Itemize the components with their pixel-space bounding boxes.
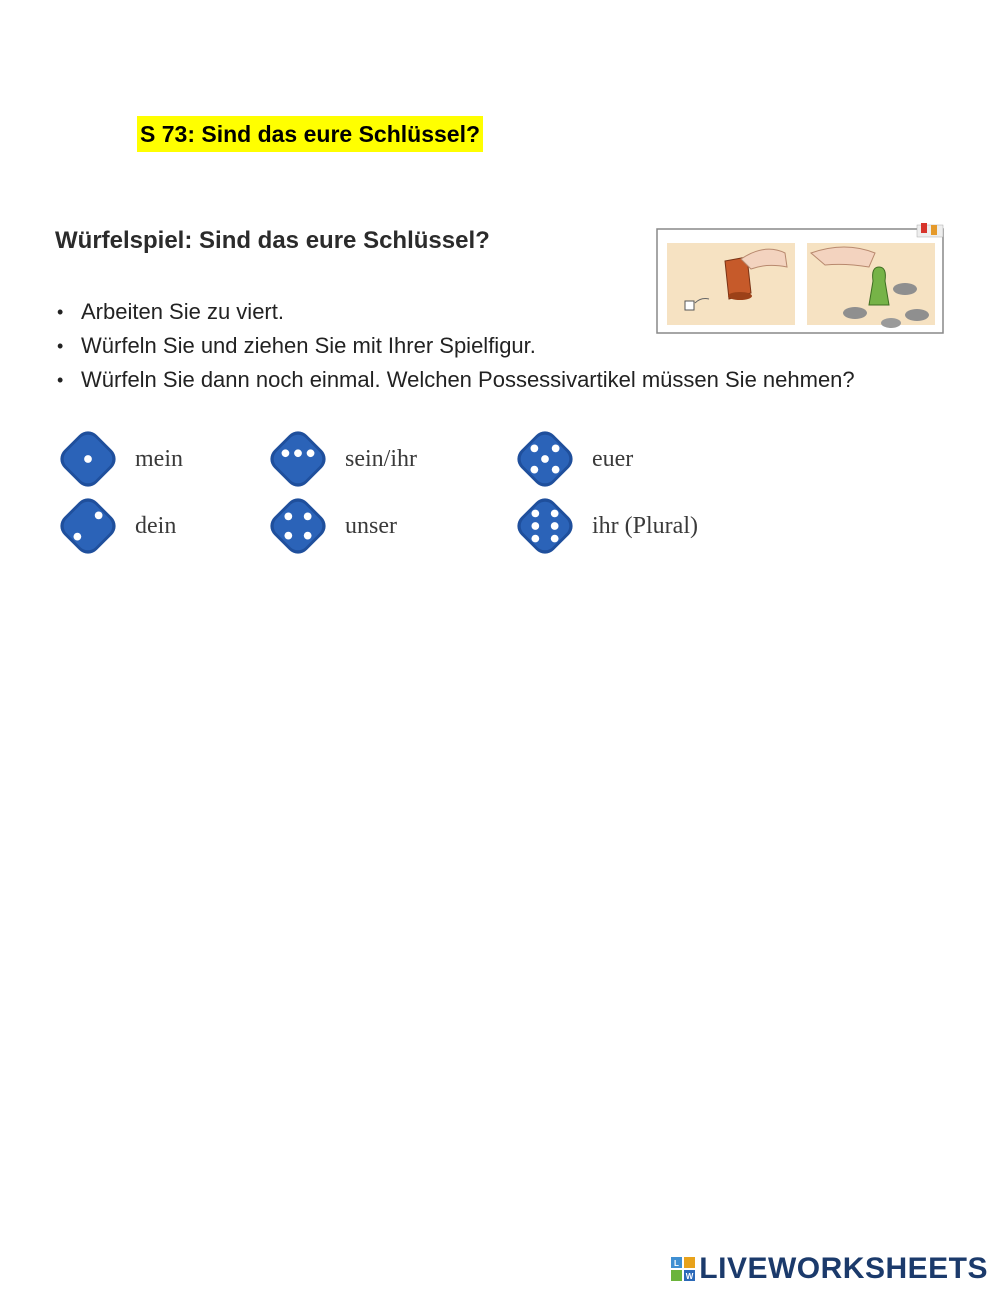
list-item-text: Würfeln Sie dann noch einmal. Welchen Possessivartikel müssen Sie nehmen? [81,367,855,392]
die-pip [552,445,560,453]
list-item-text: Würfeln Sie und ziehen Sie mit Ihrer Spielfigur. [81,333,536,358]
exercise-title: Würfelspiel: Sind das eure Schlüssel? [55,227,490,254]
page-title: S 73: Sind das eure Schlüssel? [137,116,483,152]
die-pip [282,449,290,457]
die-face [516,497,573,554]
dice-item-1 [59,430,183,488]
dice-label: unser [345,512,397,539]
bullet-symbol: • [57,370,64,390]
bullet-symbol: • [57,336,64,356]
liveworksheets-logo-icon [671,1257,695,1281]
dice-label: dein [135,512,177,539]
die-pip [284,512,292,520]
die-pip [294,449,302,457]
die-pip [531,510,539,518]
dice-item-5 [516,430,633,488]
list-item [55,363,855,397]
die-pip [531,522,539,530]
dice-item-6 [516,497,698,555]
die-pip [284,532,292,540]
die-pip [307,449,315,457]
die-two-icon [59,497,117,555]
die-face [59,497,116,554]
die-one-icon [59,430,117,488]
die-face [269,430,326,487]
dice-label: sein/ihr [345,445,417,472]
die-pip [551,522,559,530]
die-pip [531,466,539,474]
die-six-icon [516,497,574,555]
dice-item-2 [59,497,176,555]
dice-label: euer [592,445,634,472]
die-five-icon [516,430,574,488]
logo-letter: W [686,1272,694,1281]
dice-label: mein [135,445,183,472]
instruction-list [55,295,855,397]
die-pip [74,533,82,541]
dice-item-3 [269,430,417,488]
die-three-icon [269,430,327,488]
die-pip [551,535,559,543]
die-pip [84,455,92,463]
dice-legend [55,425,815,575]
die-pip [304,512,312,520]
brand-name: LIVEWORKSHEETS [699,1252,988,1285]
die-four-icon [269,497,327,555]
list-item [55,329,855,363]
die-pip [531,445,539,453]
logo-letter: L [674,1259,680,1268]
bullet-symbol: • [57,302,64,322]
die-pip [95,512,103,520]
die-pip [304,532,312,540]
die-pip [541,455,549,463]
liveworksheets-brand [671,1252,988,1286]
die-pip [531,535,539,543]
dice-item-4 [269,497,397,555]
exercise-section [55,215,975,585]
list-item [55,295,855,329]
die-face [269,497,326,554]
die-pip [551,510,559,518]
die-pip [552,466,560,474]
dice-label: ihr (Plural) [592,512,698,539]
list-item-text: Arbeiten Sie zu viert. [81,299,284,324]
